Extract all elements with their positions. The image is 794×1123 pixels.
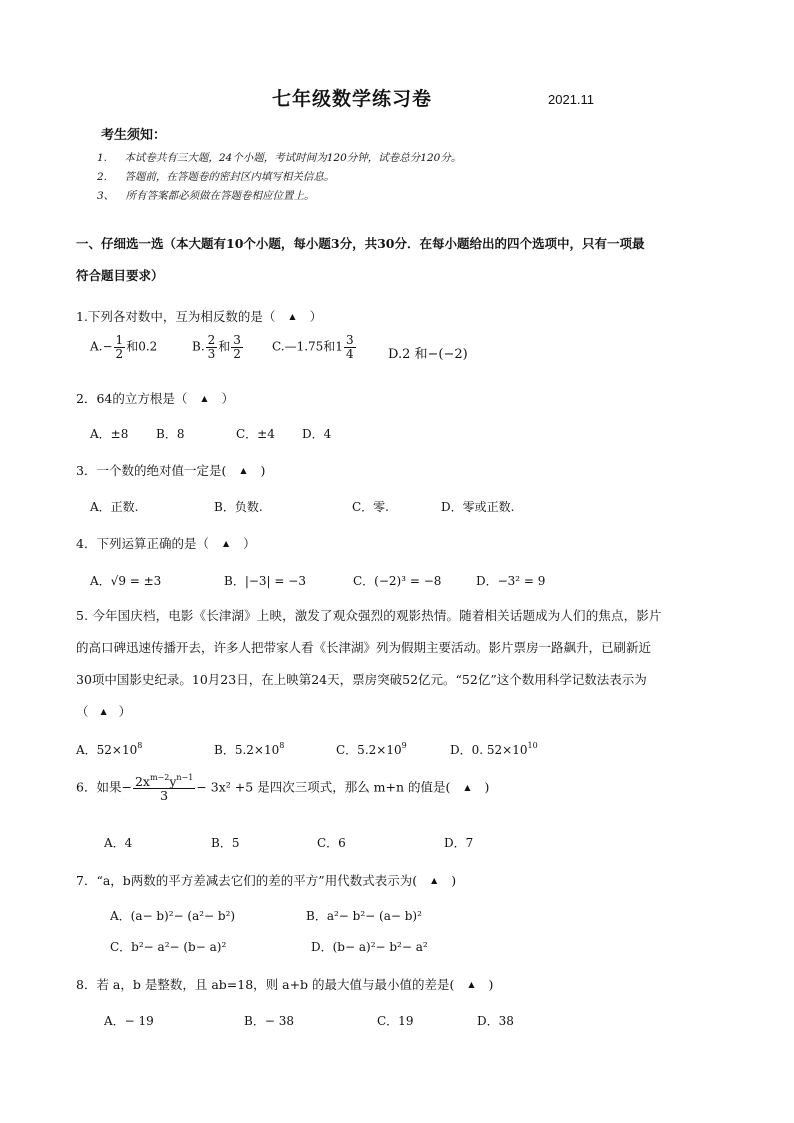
answer-marker-icon: ▲ — [289, 312, 296, 321]
question-3-option-c: C．零. — [352, 500, 389, 514]
question-2-option-b: B．8 — [156, 427, 185, 441]
option-prefix: A.− — [90, 339, 113, 354]
fraction — [231, 334, 243, 360]
notice-item-text: 答题前，在答题卷的密封区内填写相关信息。 — [124, 171, 335, 183]
notice-item-3 — [97, 188, 315, 203]
question-4-option-d: D．−3² = 9 — [476, 574, 546, 588]
question-8-option-a: A．− 19 — [104, 1014, 154, 1028]
question-text: 3．一个数的绝对值一定是( — [76, 463, 227, 478]
question-7-option-b: B．a²− b²− (a− b)² — [306, 909, 422, 923]
fraction — [206, 334, 218, 360]
question-1-stem — [76, 307, 322, 325]
question-8-stem — [76, 975, 493, 993]
option-exponent: 8 — [279, 741, 285, 750]
bracket-close: ) — [488, 977, 494, 992]
fraction — [133, 774, 195, 802]
answer-marker-icon: ▲ — [222, 539, 230, 548]
notice-item-number: 2. — [97, 171, 108, 183]
question-3-option-b: B．负数. — [214, 500, 263, 514]
fraction-numerator: 2 — [207, 333, 216, 347]
question-text: − 3x² +5 是四次三项式，那么 m+n 的值是( — [196, 779, 451, 795]
question-6-option-b: B．5 — [211, 836, 240, 850]
bracket-close: ） — [221, 391, 234, 406]
fraction-denominator: 3 — [160, 788, 169, 804]
bracket-open: （ — [76, 704, 89, 719]
question-1-option-d: D.2 和−(−2) — [388, 347, 468, 362]
bracket-close: ） — [309, 309, 323, 324]
fraction — [344, 334, 356, 360]
question-text: 4．下列运算正确的是（ — [76, 536, 209, 551]
numerator-variable: y — [169, 774, 177, 789]
question-6-option-c: C．6 — [317, 836, 346, 850]
question-4-option-a: A．√9 = ±3 — [90, 574, 162, 588]
fraction — [114, 334, 126, 360]
notice-item-1 — [97, 150, 461, 165]
fraction-denominator: 4 — [345, 346, 354, 361]
question-5-line1: 5. 今年国庆档，电影《长津湖》上映，激发了观众强烈的观影热情。随着相关话题成为人们的焦点，影片 — [76, 608, 662, 623]
fraction-numerator: 3 — [233, 333, 241, 347]
numerator-base: 2x — [134, 774, 150, 789]
question-6-stem — [76, 774, 489, 802]
notice-item-2 — [97, 169, 334, 184]
option-prefix: C.—1.75和1 — [272, 339, 343, 354]
answer-marker-icon: ▲ — [240, 466, 247, 475]
bracket-close: ) — [451, 873, 457, 888]
option-prefix: B. — [192, 339, 205, 354]
question-4-option-c: C．(−2)³ = −8 — [353, 574, 442, 588]
question-text: 7．“a，b两数的平方差减去它们的差的平方”用代数式表示为( — [76, 873, 418, 888]
question-7-stem — [76, 871, 456, 889]
question-6-option-a: A．4 — [104, 836, 133, 850]
option-connector: 和 — [218, 339, 231, 354]
question-8-option-c: C．19 — [377, 1014, 414, 1028]
question-3-option-a: A．正数. — [90, 500, 139, 514]
notice-item-text: 所有答案都必须做在答题卷相应位置上。 — [125, 190, 315, 202]
question-6-option-d: D．7 — [444, 836, 474, 850]
bracket-close: ) — [484, 779, 490, 795]
question-5-option-a — [76, 741, 142, 758]
fraction-denominator: 3 — [207, 346, 216, 361]
question-5-line3: 30项中国影史纪录。10月23日，在上映第24天，票房突破52亿元。“52亿”这个数用科学记数法表示为 — [76, 672, 647, 687]
fraction-denominator: 2 — [233, 346, 241, 361]
question-7-option-a: A．(a− b)²− (a²− b²) — [110, 909, 236, 923]
question-5-option-c — [336, 741, 407, 758]
option-exponent: 9 — [401, 741, 407, 750]
fraction-numerator: 1 — [115, 333, 124, 347]
fraction-numerator: 3 — [345, 333, 354, 347]
section-heading-line2: 符合题目要求） — [76, 268, 164, 283]
numerator-exponent: n−1 — [176, 773, 194, 782]
option-base: C．5.2×10 — [336, 743, 402, 757]
option-base: D．0. 52×10 — [450, 743, 528, 757]
bracket-close: ) — [260, 463, 266, 478]
answer-marker-icon: ▲ — [431, 876, 438, 885]
question-1-option-a — [90, 334, 157, 360]
question-3-option-d: D．零或正数. — [441, 500, 515, 514]
notice-item-number: 3、 — [97, 190, 115, 202]
notice-item-text: 本试卷共有三大题，24个小题，考试时间为120分钟，试卷总分120分。 — [124, 152, 462, 164]
option-suffix: 和0.2 — [126, 339, 158, 354]
question-2-option-c: C．±4 — [236, 427, 275, 441]
question-7-option-d: D．(b− a)²− b²− a² — [311, 940, 428, 954]
question-5-option-b — [214, 741, 284, 758]
question-7-option-c: C．b²− a²− (b− a)² — [110, 940, 227, 954]
fraction-denominator: 2 — [115, 346, 124, 361]
answer-marker-icon: ▲ — [201, 394, 208, 403]
question-8-option-b: B．− 38 — [244, 1014, 294, 1028]
question-2-option-a: A．±8 — [90, 427, 129, 441]
option-base: A．52×10 — [76, 743, 138, 757]
page-title: 七年级数学练习卷 — [272, 88, 433, 110]
notice-item-number: 1. — [97, 152, 108, 164]
option-base: B．5.2×10 — [214, 743, 280, 757]
question-2-stem — [76, 389, 234, 407]
question-text: 1.下列各对数中，互为相反数的是（ — [76, 309, 276, 324]
question-text: 8．若 a，b 是整数，且 ab=18，则 a+b 的最大值与最小值的差是( — [76, 977, 455, 992]
bracket-close: ） — [118, 704, 132, 719]
option-exponent: 8 — [137, 741, 143, 750]
question-4-option-b: B．|−3| = −3 — [224, 574, 306, 588]
question-text: 2．64的立方根是（ — [76, 391, 188, 406]
answer-marker-icon: ▲ — [100, 707, 107, 716]
question-5-bracket — [76, 702, 131, 720]
question-2-option-d: D．4 — [302, 427, 332, 441]
question-3-stem — [76, 461, 265, 479]
exam-date: 2021.11 — [548, 92, 595, 107]
notice-heading: 考生须知： — [101, 128, 167, 143]
bracket-close: ） — [243, 536, 256, 551]
question-1-option-b — [192, 334, 244, 360]
section-heading-line1: 一、仔细选一选（本大题有10个小题，每小题3分，共30分．在每小题给出的四个选项中，只有一项最 — [76, 236, 645, 251]
answer-marker-icon: ▲ — [468, 980, 475, 989]
question-1-option-c — [272, 334, 357, 360]
question-5-line2: 的高口碑迅速传播开去，许多人把带家人看《长津湖》列为假期主要活动。影片票房一路飙升，已刷新近 — [76, 640, 652, 655]
fraction-numerator — [133, 774, 195, 789]
question-5-option-d — [450, 741, 538, 758]
option-exponent: 10 — [527, 741, 538, 750]
answer-marker-icon: ▲ — [464, 782, 471, 792]
question-8-option-d: D．38 — [477, 1014, 514, 1028]
question-prefix: 6．如果− — [76, 779, 132, 795]
numerator-exponent: m−2 — [149, 773, 170, 782]
question-4-stem — [76, 534, 256, 552]
